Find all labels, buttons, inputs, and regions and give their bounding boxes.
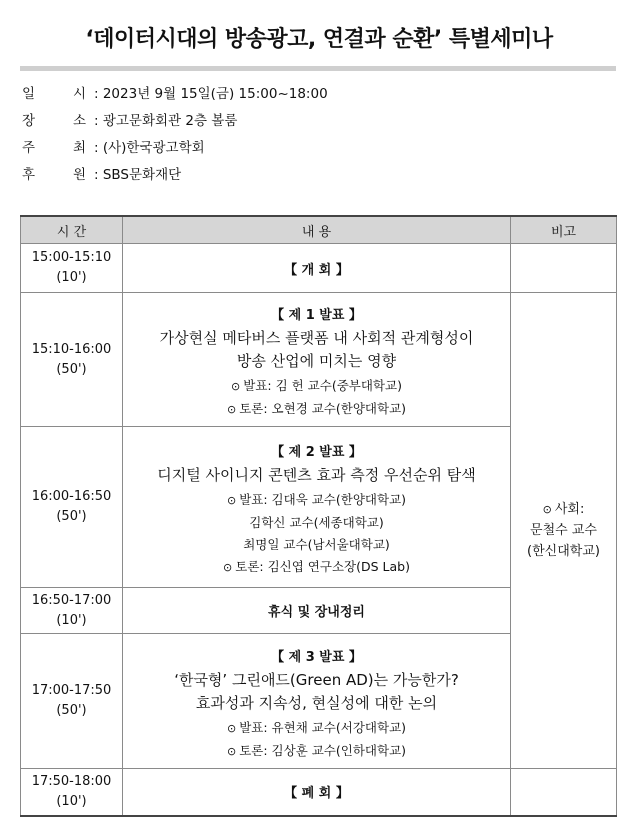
header-content: 내 용 — [123, 216, 511, 244]
content-cell — [123, 588, 511, 634]
bullet-icon: ⊙ — [226, 494, 237, 507]
info-row-venue — [22, 111, 612, 138]
discussant: ⊙ 토론: 오현경 교수(한양대학교) — [226, 401, 407, 416]
time-cell: 16:00-16:50 (50') — [21, 427, 123, 588]
presenter: ⊙ 발표: 김대욱 교수(한양대학교) — [226, 492, 407, 507]
schedule-table — [20, 215, 617, 817]
bullet-icon: ⊙ — [226, 403, 237, 416]
title-divider — [20, 66, 616, 71]
info-value-venue: : 광고문화회관 2층 볼룸 — [94, 113, 238, 129]
info-value-sponsor: : SBS문화재단 — [94, 167, 182, 183]
bullet-icon: ⊙ — [226, 721, 237, 735]
co-presenter: 김학신 교수(세종대학교) — [249, 515, 384, 530]
discussant: ⊙ 토론: 김신엽 연구소장(DS Lab) — [223, 559, 410, 574]
content-cell — [123, 293, 511, 427]
content-cell — [123, 634, 511, 769]
bullet-icon: ⊙ — [223, 561, 233, 574]
note-cell — [511, 244, 617, 293]
info-row-date — [22, 84, 612, 111]
opening-label: 【 개 회 】 — [284, 262, 349, 278]
header-note: 비고 — [511, 216, 617, 244]
table-header-row — [21, 216, 617, 244]
bullet-icon: ⊙ — [226, 744, 237, 758]
moderator-name: 문철수 교수 — [530, 523, 597, 538]
info-value-date: : 2023년 9월 15일(금) 15:00~18:00 — [94, 86, 328, 102]
info-label-host: 주 최 — [22, 140, 86, 156]
content-cell — [123, 244, 511, 293]
moderator-affiliation: (한신대학교) — [527, 544, 600, 559]
session-label: 【 제 1 발표 】 — [271, 308, 362, 323]
table-row-closing — [21, 769, 617, 816]
moderator-role: ⊙ 사회: — [542, 502, 585, 517]
session-label: 【 제 3 발표 】 — [271, 649, 362, 665]
info-value-host: : (사)한국광고학회 — [94, 140, 205, 156]
moderator-cell — [511, 293, 617, 769]
time-cell: 15:00-15:10 (10') — [21, 244, 123, 293]
info-label-date: 일 시 — [22, 86, 86, 102]
closing-label: 【 폐 회 】 — [284, 786, 349, 802]
bullet-icon: ⊙ — [542, 503, 552, 516]
talk-title: ‘한국형’ 그린애드(Green AD)는 가능한가? 효과성과 지속성, 현실성에 대한 논의 — [174, 670, 459, 712]
presenter: ⊙ 발표: 유현채 교수(서강대학교) — [226, 719, 407, 735]
time-cell: 15:10-16:00 (50') — [21, 293, 123, 427]
info-row-host — [22, 138, 612, 165]
co-presenter: 최명일 교수(남서울대학교) — [243, 537, 390, 552]
talk-title: 디지털 사이니지 콘텐츠 효과 측정 우선순위 탐색 — [157, 466, 476, 484]
session-label: 【 제 2 발표 】 — [271, 445, 362, 460]
event-info — [22, 84, 612, 192]
time-cell: 17:50-18:00 (10') — [21, 769, 123, 816]
info-label-venue: 장 소 — [22, 113, 86, 129]
note-cell — [511, 769, 617, 816]
bullet-icon: ⊙ — [231, 380, 241, 393]
presenter: ⊙ 발표: 김 헌 교수(중부대학교) — [231, 378, 402, 393]
break-label: 휴식 및 장내정리 — [268, 605, 365, 620]
content-cell — [123, 769, 511, 816]
content-cell — [123, 427, 511, 588]
discussant: ⊙ 토론: 김상훈 교수(인하대학교) — [226, 742, 407, 758]
time-cell: 17:00-17:50 (50') — [21, 634, 123, 769]
page-title: ‘데이터시대의 방송광고, 연결과 순환’ 특별세미나 — [85, 27, 553, 52]
talk-title: 가상현실 메타버스 플랫폼 내 사회적 관계형성이 방송 산업에 미치는 영향 — [159, 329, 474, 370]
info-row-sponsor — [22, 165, 612, 192]
table-row-session-1 — [21, 293, 617, 427]
info-label-sponsor: 후 원 — [22, 167, 86, 183]
header-time: 시 간 — [21, 216, 123, 244]
table-row-opening — [21, 244, 617, 293]
time-cell: 16:50-17:00 (10') — [21, 588, 123, 634]
